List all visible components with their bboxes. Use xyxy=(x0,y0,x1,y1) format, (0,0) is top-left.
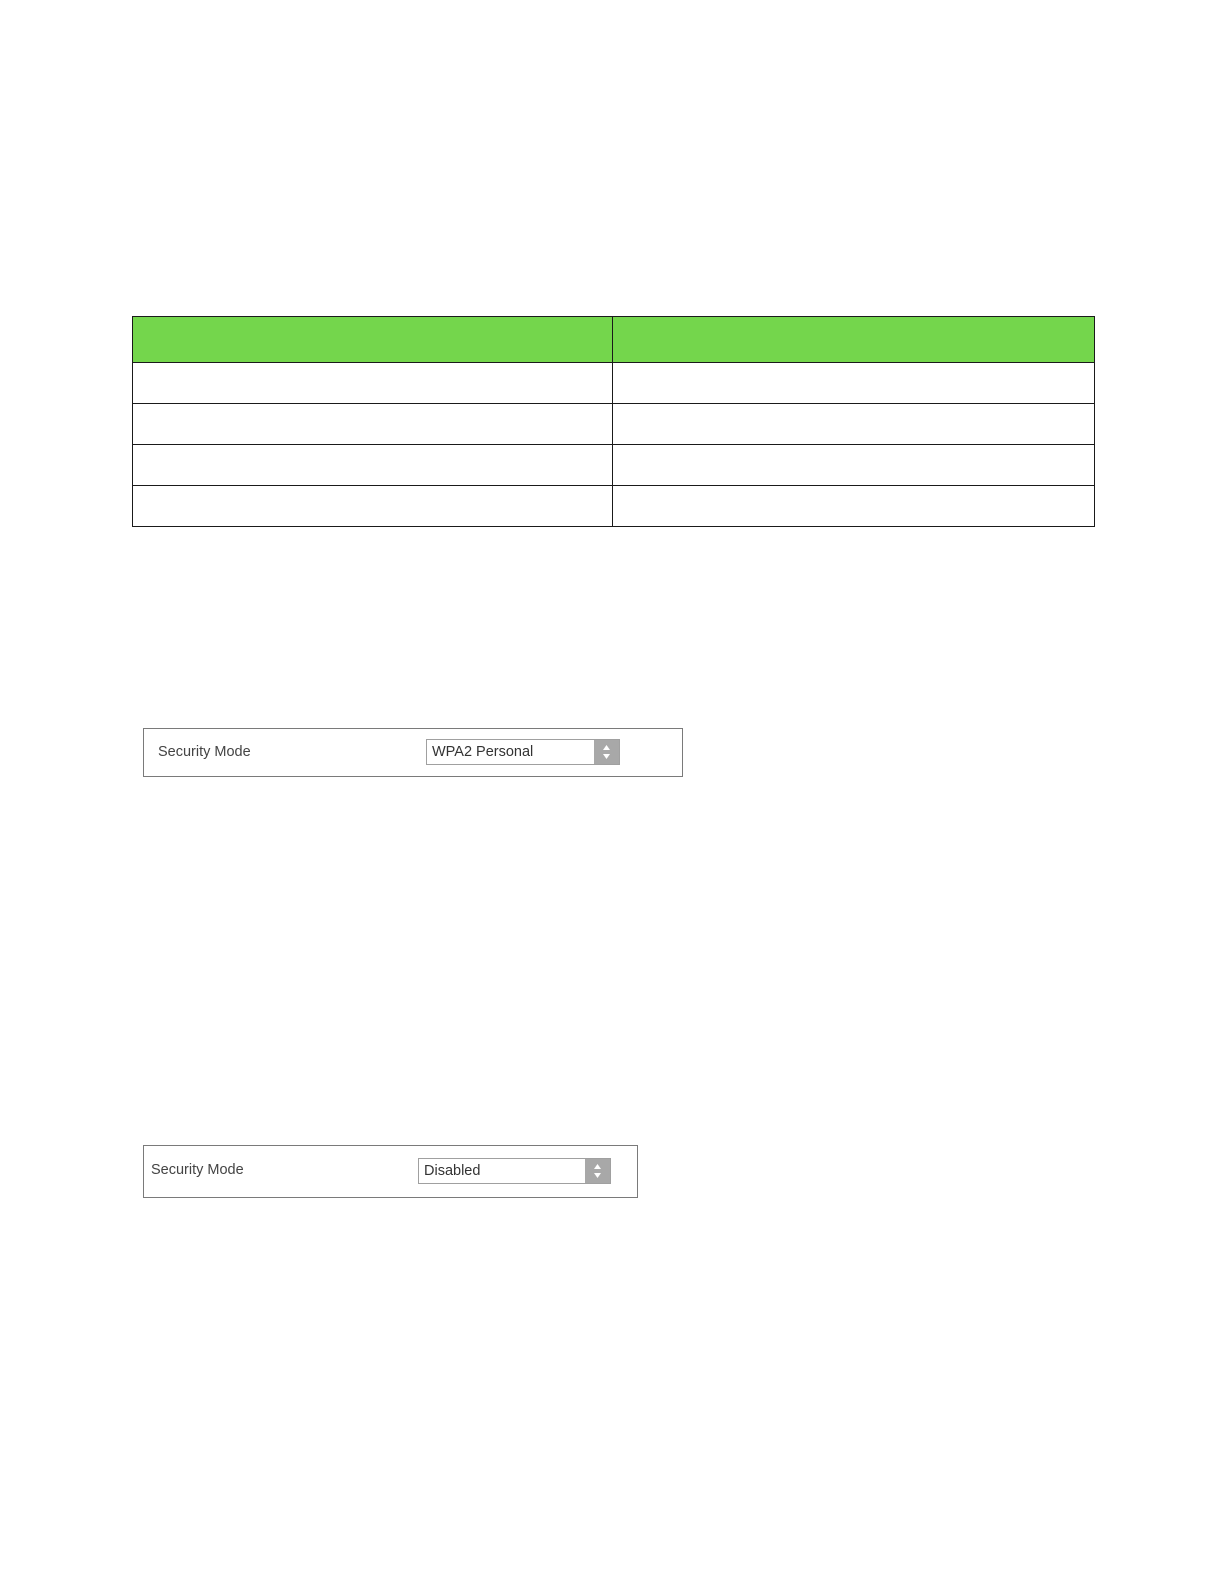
up-down-arrows-icon xyxy=(594,740,619,764)
security-mode-panel-wpa2 xyxy=(143,728,683,777)
table-row xyxy=(133,445,1095,486)
table-header-row xyxy=(133,317,1095,363)
up-down-arrows-icon xyxy=(585,1159,610,1183)
table-cell xyxy=(613,363,1095,404)
table-cell xyxy=(133,363,613,404)
table-cell xyxy=(613,445,1095,486)
table-cell xyxy=(133,486,613,527)
table-header-cell xyxy=(133,317,613,363)
security-mode-select[interactable] xyxy=(426,739,620,765)
table-cell xyxy=(613,486,1095,527)
table-row xyxy=(133,404,1095,445)
table-cell xyxy=(613,404,1095,445)
table-cell xyxy=(133,404,613,445)
table-cell xyxy=(133,445,613,486)
security-mode-label: Security Mode xyxy=(158,744,251,760)
settings-table xyxy=(132,316,1095,527)
security-mode-label: Security Mode xyxy=(151,1162,244,1178)
table-row xyxy=(133,363,1095,404)
table-header-cell xyxy=(613,317,1095,363)
security-mode-selected-value: Disabled xyxy=(424,1163,481,1179)
table-row xyxy=(133,486,1095,527)
security-mode-selected-value: WPA2 Personal xyxy=(432,744,534,760)
security-mode-select[interactable] xyxy=(418,1158,611,1184)
security-mode-panel-disabled xyxy=(143,1145,638,1198)
